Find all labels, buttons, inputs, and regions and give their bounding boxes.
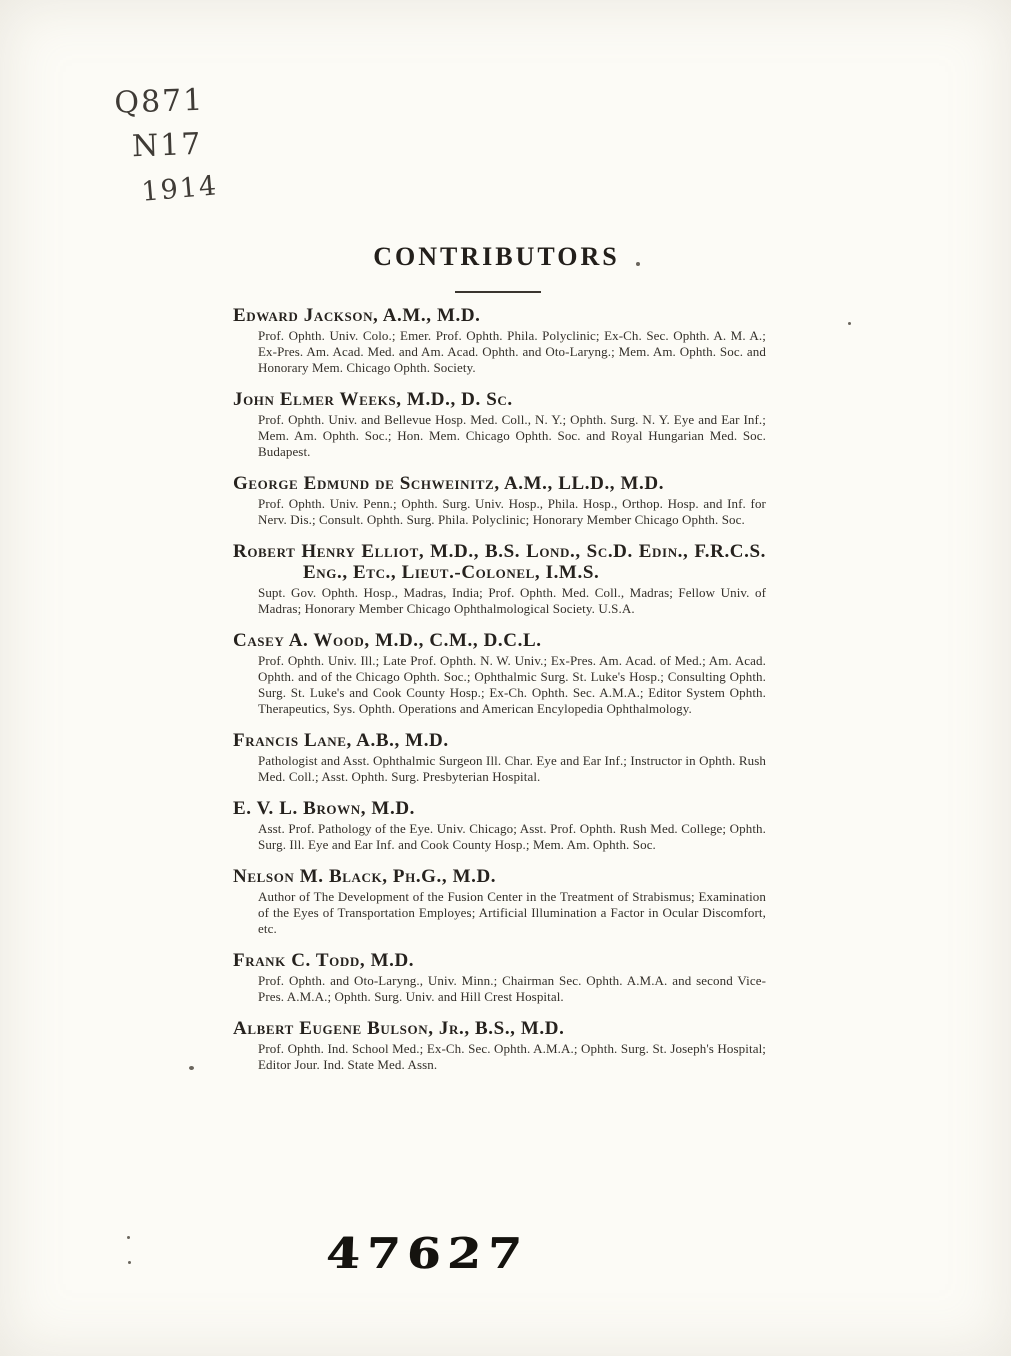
- contributor-entry: [233, 798, 766, 853]
- scan-speck: [848, 322, 851, 325]
- contributor-entry: [233, 866, 766, 937]
- contributor-bio: Supt. Gov. Ophth. Hosp., Madras, India; Prof. Ophth. Med. Coll., Madras; Fellow Univ. of Madras; Honorary Member Chicago Ophthalmological Society. U.S.A.: [258, 585, 766, 616]
- contributor-name: Nelson M. Black, Ph.G., M.D.: [233, 866, 497, 887]
- scan-speck: [189, 1066, 194, 1070]
- contributor-bio: Author of The Development of the Fusion Center in the Treatment of Strabismus; Examination of the Eyes of Transportation Employes; Artificial Illumination a Factor in Ocular Discomfort, etc.: [258, 889, 766, 936]
- scan-speck: [127, 1236, 130, 1239]
- contributor-entry: [233, 630, 766, 717]
- contributor-bio: Prof. Ophth. Univ. Ill.; Late Prof. Ophth. N. W. Univ.; Ex-Pres. Am. Acad. of Med.; Am. Acad. Ophth. and of the Chicago Ophth. Soc.; Ophthalmic Surg. St. Luke's Hosp.; Consulting Ophth. Surg. St. Luke's and Cook County Hosp.; Ex-Ch. Ophth. Sec. A.M.A.; Editor System Ophth. Therapeutics, Sys. Ophth. Operations and American Encylopedia Ophthalmology.: [258, 653, 766, 716]
- contributor-name: Robert Henry Elliot, M.D., B.S. Lond., Sc.D. Edin., F.R.C.S. Eng., Etc., Lieut.-Colonel, I.M.S.: [233, 541, 766, 583]
- contributor-entry: [233, 473, 766, 528]
- contributor-name: George Edmund de Schweinitz, A.M., LL.D., M.D.: [233, 473, 665, 494]
- scan-speck: [128, 1261, 131, 1264]
- contributor-bio: Prof. Ophth. Univ. Penn.; Ophth. Surg. Univ. Hosp., Phila. Hosp., Orthop. Hosp. and Inf. for Nerv. Dis.; Consult. Ophth. Surg. Phila. Polyclinic; Honorary Member Chicago Ophth. Soc.: [258, 496, 766, 527]
- contributor-name: Casey A. Wood, M.D., C.M., D.C.L.: [233, 630, 542, 651]
- contributor-name: Edward Jackson, A.M., M.D.: [233, 305, 481, 326]
- contributor-entry: [233, 305, 766, 376]
- contributor-entry: [233, 541, 766, 617]
- page-title: CONTRIBUTORS: [373, 242, 620, 271]
- catalog-line-1: Q871: [113, 82, 205, 121]
- scan-speck: [636, 262, 640, 266]
- contributor-bio: Prof. Ophth. and Oto-Laryng., Univ. Minn.; Chairman Sec. Ophth. A.M.A. and second Vice-Pres. A.M.A.; Ophth. Surg. Univ. and Hill Crest Hospital.: [258, 973, 766, 1004]
- catalog-line-3: 1914: [140, 170, 220, 208]
- contributor-name: Francis Lane, A.B., M.D.: [233, 730, 449, 751]
- contributor-bio: Pathologist and Asst. Ophthalmic Surgeon Ill. Char. Eye and Ear Inf.; Instructor in Ophth. Rush Med. Coll.; Asst. Ophth. Surg. Presbyterian Hospital.: [258, 753, 766, 784]
- contributor-entry: [233, 1018, 766, 1073]
- title-rule: [455, 291, 541, 293]
- catalog-line-2: N17: [131, 126, 204, 165]
- catalog-number: [114, 78, 219, 213]
- contributor-entry: [233, 730, 766, 785]
- contributors-list: [233, 305, 766, 1086]
- contributor-name: Albert Eugene Bulson, Jr., B.S., M.D.: [233, 1018, 565, 1039]
- contributor-entry: [233, 950, 766, 1005]
- contributor-bio: Prof. Ophth. Univ. and Bellevue Hosp. Med. Coll., N. Y.; Ophth. Surg. N. Y. Eye and Ear Inf.; Mem. Am. Ophth. Soc.; Hon. Mem. Chicago Ophth. Soc. and Royal Hungarian Med. Soc. Budapest.: [258, 412, 766, 459]
- contributor-name: John Elmer Weeks, M.D., D. Sc.: [233, 389, 513, 410]
- accession-stamp: 47627: [325, 1229, 529, 1279]
- contributor-bio: Prof. Ophth. Ind. School Med.; Ex-Ch. Sec. Ophth. A.M.A.; Ophth. Surg. St. Joseph's Hospital; Editor Jour. Ind. State Med. Assn.: [258, 1041, 766, 1072]
- contributor-bio: Prof. Ophth. Univ. Colo.; Emer. Prof. Ophth. Phila. Polyclinic; Ex-Ch. Sec. Ophth. A. M. A.; Ex-Pres. Am. Acad. Med. and Am. Acad. Ophth. and Oto-Laryng.; Mem. Am. Ophth. Soc. and Honorary Mem. Chicago Ophth. Society.: [258, 328, 766, 375]
- contributor-name: Frank C. Todd, M.D.: [233, 950, 415, 971]
- contributor-entry: [233, 389, 766, 460]
- contributor-name: E. V. L. Brown, M.D.: [233, 798, 415, 819]
- contributor-bio: Asst. Prof. Pathology of the Eye. Univ. Chicago; Asst. Prof. Ophth. Rush Med. College; Ophth. Surg. Ill. Eye and Ear Inf. and Cook County Hosp.; Mem. Am. Ophth. Soc.: [258, 821, 766, 852]
